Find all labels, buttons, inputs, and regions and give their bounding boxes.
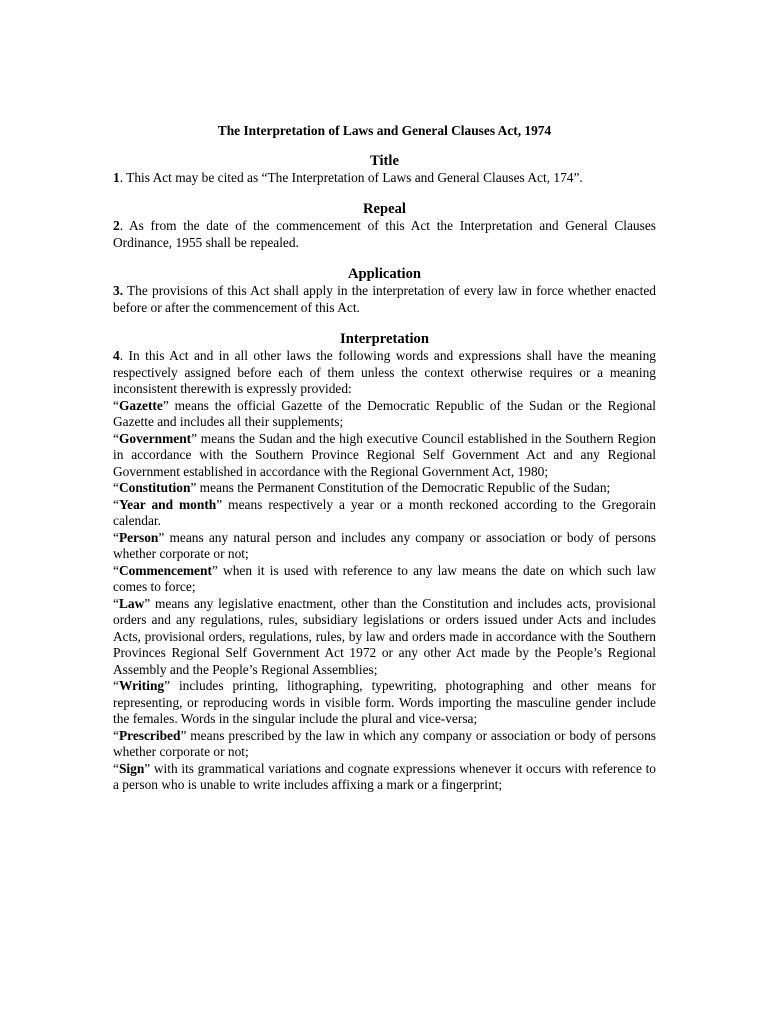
definition-government: “Government” means the Sudan and the high executive Council established in the Southern Region in accordance with the Southern Province Regional Self Government Act and any Regional Government established in accordance with the Regional Government Act, 1980; [113, 430, 656, 479]
definition-term: Law [118, 595, 145, 611]
definition-term: Writing [118, 678, 165, 693]
definition-text: ” means respectively a year or a month reckoned according to the Gregorain calendar. [113, 496, 656, 528]
section-text: . As from the date of the commencement of this Act the Interpretation and General Clauses Ordinance, 1955 shall be repealed. [113, 218, 656, 250]
definition-gazette: “Gazette” means the official Gazette of the Democratic Republic of the Sudan or the Regional Gazette and includes all their supplements; [113, 397, 656, 429]
definition-text: ” means the Permanent Constitution of the Democratic Republic of the Sudan; [190, 480, 611, 495]
section-4 [113, 348, 656, 398]
definition-prescribed: “Prescribed” means prescribed by the law in which any company or association or body of persons whether corporate or not; [113, 727, 656, 759]
definition-term: Sign [118, 760, 145, 776]
document-body [113, 123, 656, 794]
section-number: 3. [113, 283, 124, 298]
section-number: 1 [113, 169, 120, 185]
definition-text: ” when it is used with reference to any law means the date on which such law comes to force; [113, 562, 656, 594]
definition-term: Constitution [118, 480, 191, 495]
section-1 [113, 170, 656, 187]
definition-text: ” means the Sudan and the high executive Council established in the Southern Region in accordance with the Southern Province Regional Self Government Act and any Regional Government established in accordance with the Regional Government Act, 1980; [113, 430, 656, 479]
definition-term: Year and month [118, 496, 217, 512]
section-3 [113, 283, 656, 316]
section-number: 4 [113, 348, 120, 363]
heading-application: Application [348, 266, 421, 282]
definition-term: Commencement [118, 562, 212, 578]
section-text: The provisions of this Act shall apply in the interpretation of every law in force whether enacted before or after the commencement of this Act. [113, 283, 656, 315]
section-text: . In this Act and in all other laws the following words and expressions shall have the meaning respectively assigned before each of them unless the context otherwise requires or a meaning inconsistent therewith is expressly provided: [113, 348, 656, 396]
definition-person: “Person” means any natural person and includes any company or association or body of persons whether corporate or not; [113, 529, 656, 561]
definition-text: ” means any legislative enactment, other than the Constitution and includes acts, provisional orders and any regulations, rules, subsidiary legislations or orders issued under Acts and includes Acts, provisional orders, regulations, rules, by law and orders made in accordance with the Southern Provinces Regional Self Government Act 1972 or any other Act made by the People’s Regional Assembly and the People’s Regional Assemblies; [113, 595, 656, 677]
definition-year-and-month: “Year and month” means respectively a year or a month reckoned according to the Gregorain calendar. [113, 496, 656, 528]
heading-title: Title [370, 152, 399, 169]
definition-text: ” includes printing, lithographing, typewriting, photographing and other means for representing, or reproducing words in visible form. Words importing the masculine gender include the females. Words in the singular include the plural and vice-versa; [113, 678, 656, 726]
section-text: . This Act may be cited as “The Interpretation of Laws and General Clauses Act, 174”. [119, 169, 583, 185]
definition-constitution: “Constitution” means the Permanent Constitution of the Democratic Republic of the Sudan; [113, 480, 611, 495]
definition-term: Prescribed [118, 727, 181, 743]
definition-term: Gazette [118, 397, 163, 413]
definition-sign: “Sign” with its grammatical variations and cognate expressions whenever it occurs with reference to a person who is unable to write includes affixing a mark or a fingerprint; [113, 760, 656, 792]
heading-repeal: Repeal [363, 201, 406, 217]
section-2 [113, 218, 656, 251]
definition-text: ” means the official Gazette of the Democratic Republic of the Sudan or the Regional Gazette and includes all their supplements; [113, 397, 656, 429]
section-number: 2 [113, 218, 120, 233]
definition-commencement: “Commencement” when it is used with reference to any law means the date on which such law comes to force; [113, 562, 656, 594]
definition-text: ” means prescribed by the law in which any company or association or body of persons whether corporate or not; [113, 727, 656, 759]
definition-term: Government [118, 430, 192, 446]
definition-law: “Law” means any legislative enactment, other than the Constitution and includes acts, provisional orders and any regulations, rules, subsidiary legislations or orders issued under Acts and includes Acts, provisional orders, regulations, rules, by law and orders made in accordance with the Southern Provinces Regional Self Government Act 1972 or any other Act made by the People’s Regional Assembly and the People’s Regional Assemblies; [113, 595, 656, 677]
definition-text: ” means any natural person and includes any company or association or body of persons whether corporate or not; [113, 529, 656, 561]
definition-term: Person [118, 529, 159, 545]
definition-text: ” with its grammatical variations and cognate expressions whenever it occurs with reference to a person who is unable to write includes affixing a mark or a fingerprint; [113, 760, 656, 792]
document-title: The Interpretation of Laws and General Clauses Act, 1974 [217, 123, 552, 138]
definition-writing: “Writing” includes printing, lithographing, typewriting, photographing and other means for representing, or reproducing words in visible form. Words importing the masculine gender include the females. Words in the singular include the plural and vice-versa; [113, 678, 656, 726]
heading-interpretation: Interpretation [340, 331, 429, 347]
